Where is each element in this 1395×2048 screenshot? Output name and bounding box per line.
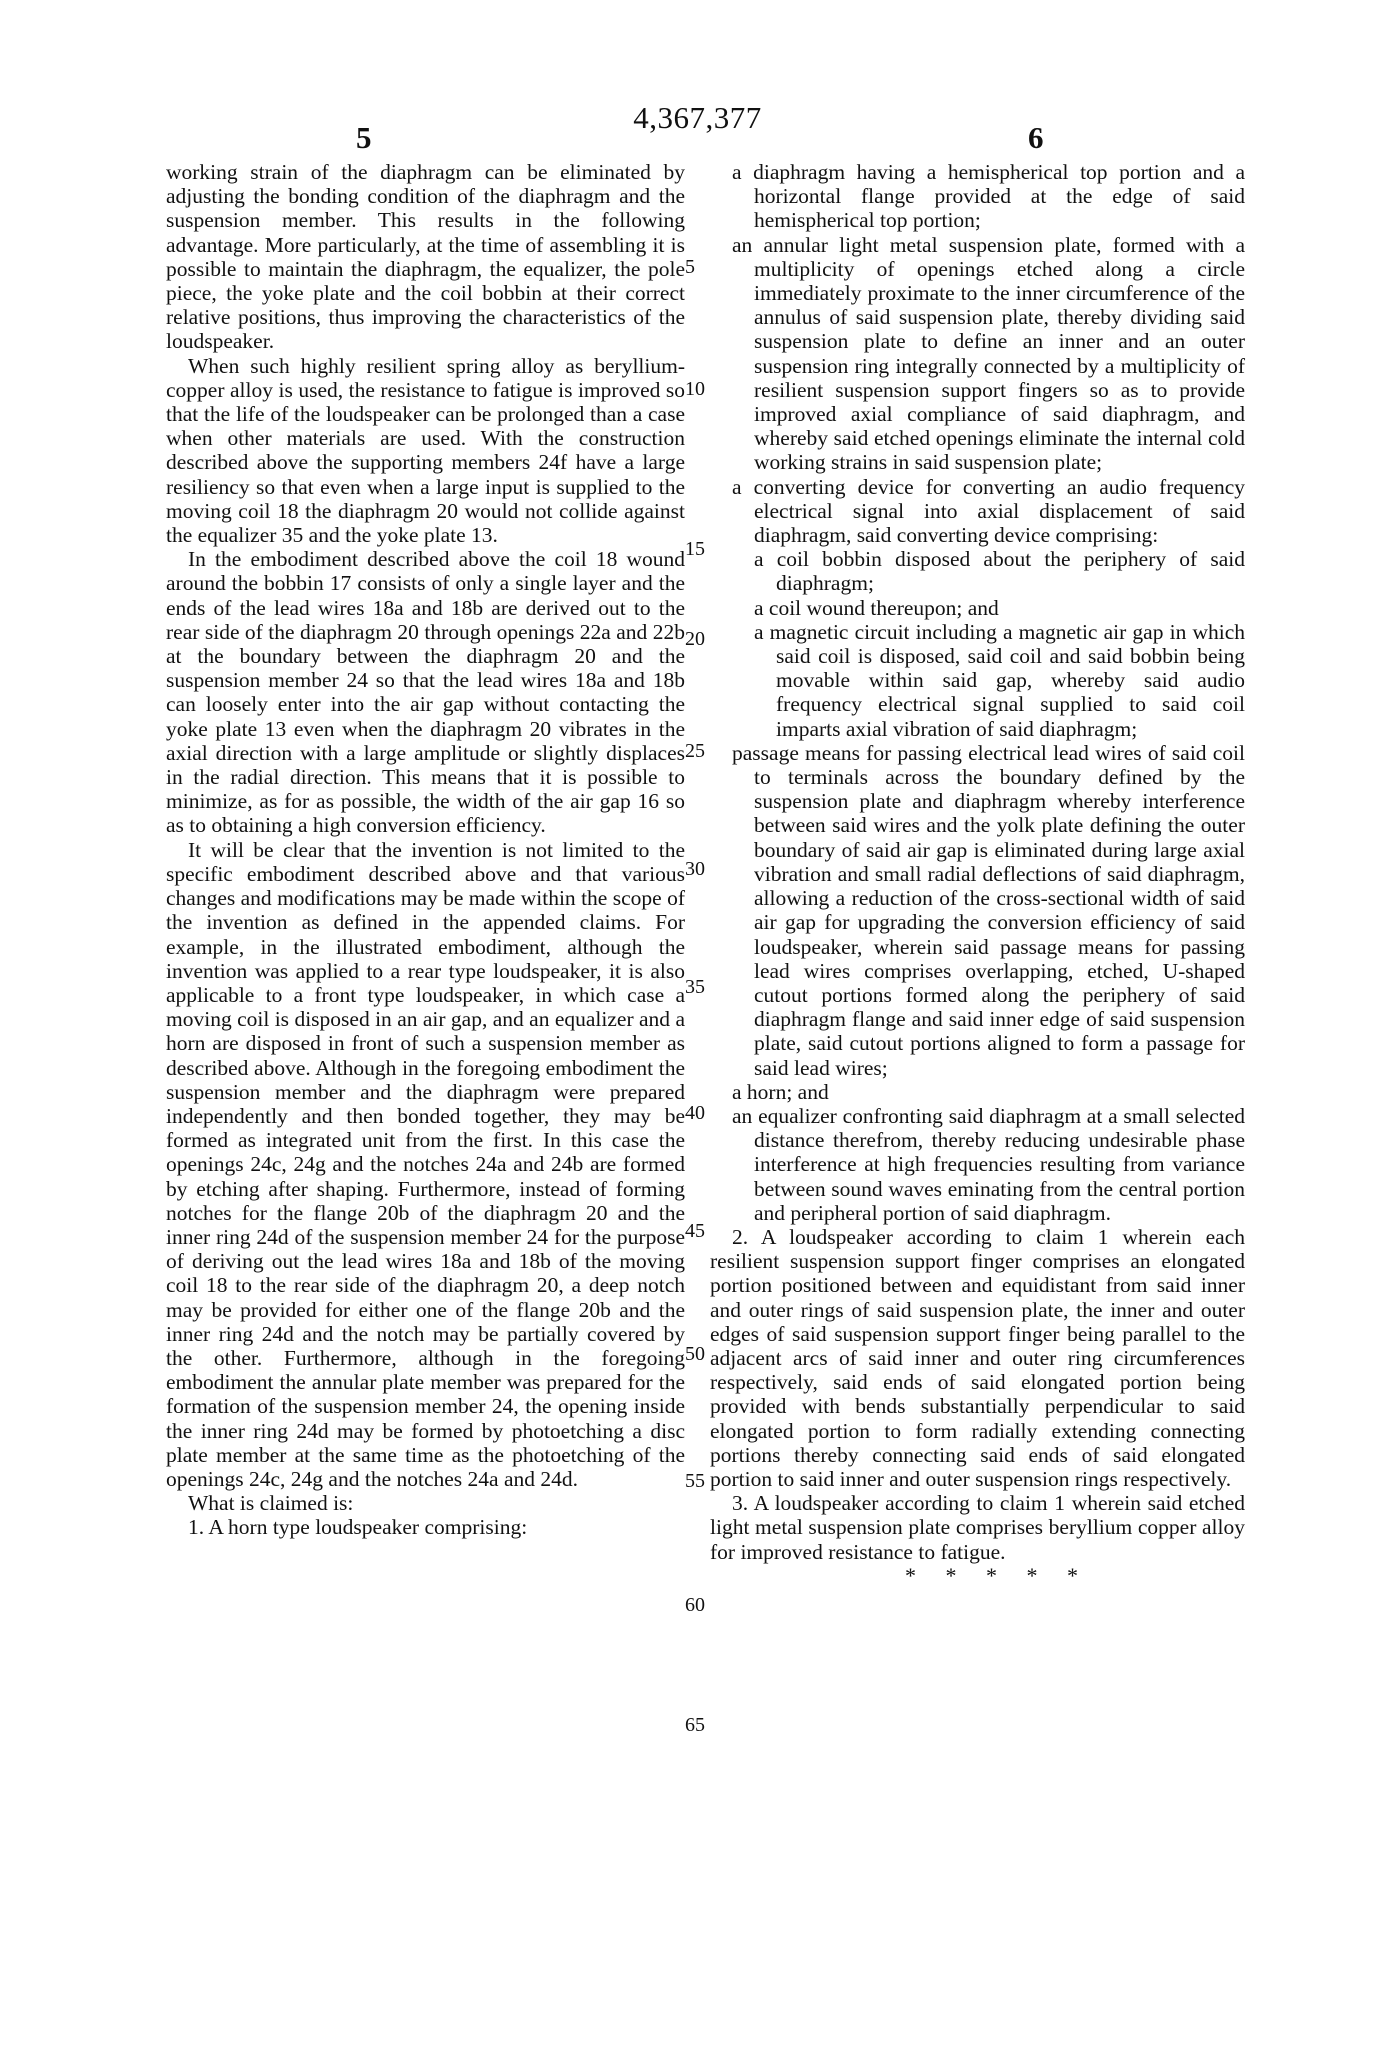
page-number-right: 6 bbox=[1028, 120, 1044, 155]
claim-subelement: a coil bobbin disposed about the periphery of said diaphragm; bbox=[754, 547, 1245, 596]
paragraph: working strain of the diaphragm can be eliminated by adjusting the bonding condition of the diaphragm and the suspension member. This results in the following advantage. More particularly, at the time of assembling it is possible to maintain the diaphragm, the equalizer, the pole piece, the yoke plate and the coil bobbin at their correct relative positions, thus improving the characteristics of the loudspeaker. bbox=[166, 160, 685, 354]
claim-element: passage means for passing electrical lead wires of said coil to terminals across the boundary defined by the suspension plate and diaphragm whereby interference between said wires and the yolk plate defining the outer boundary of said air gap is eliminated during large axial vibration and small radial deflections of said diaphragm, allowing a reduction of the cross-sectional width of said air gap for upgrading the conversion efficiency of said loudspeaker, wherein said passage means for passing lead wires comprises overlapping, etched, U-shaped cutout portions formed along the periphery of said diaphragm flange and said inner edge of said suspension plate, said cutout portions aligned to form a passage for said lead wires; bbox=[732, 740, 1245, 1080]
end-marks: * * * * * bbox=[905, 1562, 1090, 1588]
claim-subelement: a coil wound thereupon; and bbox=[754, 595, 999, 620]
line-number: 65 bbox=[685, 1714, 705, 1736]
claim-1-intro: 1. A horn type loudspeaker comprising: bbox=[188, 1515, 528, 1540]
claim-element: a converting device for converting an audio frequency electrical signal into axial displacement of said diaphragm, said converting device comprising: bbox=[732, 474, 1245, 548]
page-number-left: 5 bbox=[356, 120, 372, 155]
claim-element: an annular light metal suspension plate, formed with a multiplicity of openings etched along a circle immediately proximate to the inner circumference of the annulus of said suspension plate, thereby dividing said suspension plate to define an inner and an outer suspension ring integrally connected by a multiplicity of resilient suspension support fingers so as to provide improved axial compliance of said diaphragm, and whereby said etched openings eliminate the internal cold working strains in said suspension plate; bbox=[732, 232, 1245, 475]
line-number: 40 bbox=[685, 1102, 705, 1124]
line-number: 25 bbox=[685, 740, 705, 762]
claim-subelement: a magnetic circuit including a magnetic air gap in which said coil is disposed, said coil and said bobbin being movable within said gap, whereby said audio frequency electrical signal supplied to said coil imparts axial vibration of said diaphragm; bbox=[754, 619, 1245, 741]
line-number: 5 bbox=[685, 256, 695, 278]
line-number: 20 bbox=[685, 628, 705, 650]
patent-number: 4,367,377 bbox=[633, 100, 762, 135]
paragraph: In the embodiment described above the coil 18 wound around the bobbin 17 consists of only a single layer and the ends of the lead wires 18a and 18b are derived out to the rear side of the diaphragm 20 through openings 22a and 22b at the boundary between the diaphragm 20 and the suspension member 24 so that the lead wires 18a and 18b can loosely enter into the air gap without contacting the yoke plate 13 even when the diaphragm 20 vibrates in the axial direction with a large amplitude or slightly displaces in the radial direction. This means that it is possible to minimize, as for as possible, the width of the air gap 16 so as to obtaining a high conversion efficiency. bbox=[166, 547, 685, 838]
right-column bbox=[710, 160, 1245, 1588]
claims-heading: What is claimed is: bbox=[188, 1491, 354, 1516]
line-number: 60 bbox=[685, 1594, 705, 1616]
left-column bbox=[166, 160, 685, 1540]
line-number: 30 bbox=[685, 858, 705, 880]
line-number: 55 bbox=[685, 1470, 705, 1492]
line-number: 15 bbox=[685, 538, 705, 560]
claim-element: a diaphragm having a hemispherical top portion and a horizontal flange provided at the edge of said hemispherical top portion; bbox=[732, 160, 1245, 233]
claim-element: an equalizer confronting said diaphragm at a small selected distance therefrom, thereby reducing undesirable phase interference at high frequencies resulting from variance between sound waves eminating from the central portion and peripheral portion of said diaphragm. bbox=[732, 1103, 1245, 1225]
claim-2: 2. A loudspeaker according to claim 1 wherein each resilient suspension support finger comprises an elongated portion positioned between and equidistant from said inner and outer rings of said suspension plate, the inner and outer edges of said suspension support finger being parallel to the adjacent arcs of said inner and outer ring circumferences respectively, said ends of said elongated portion being provided with bends substantially perpendicular to said elongated portion to form radially extending connecting portions thereby connecting said ends of said elongated portion to said inner and outer suspension rings respectively. bbox=[710, 1224, 1245, 1491]
paragraph: It will be clear that the invention is not limited to the specific embodiment described above and that various changes and modifications may be made within the scope of the invention as defined in the appended claims. For example, in the illustrated embodiment, although the invention was applied to a rear type loudspeaker, it is also applicable to a front type loudspeaker, in which case a moving coil is disposed in an air gap, and an equalizer and a horn are disposed in front of such a suspension member as described above. Although in the foregoing embodiment the suspension member and the diaphragm were prepared independently and then bonded together, they may be formed as integrated unit from the first. In this case the openings 24c, 24g and the notches 24a and 24b are formed by etching after shaping. Furthermore, instead of forming notches for the flange 20b of the diaphragm 20 and the inner ring 24d of the suspension member 24 for the purpose of deriving out the lead wires 18a and 18b of the moving coil 18 to the rear side of the diaphragm 20, a deep notch may be provided for either one of the flange 20b and the inner ring 24d and the notch may be partially covered by the other. Furthermore, although in the foregoing embodiment the annular plate member was prepared for the formation of the suspension member 24, the opening inside the inner ring 24d may be formed by photoetching a disc plate member at the same time as the photoetching of the openings 24c, 24g and the notches 24a and 24d. bbox=[166, 837, 685, 1491]
line-number: 45 bbox=[685, 1220, 705, 1242]
line-number: 35 bbox=[685, 976, 705, 998]
line-number: 10 bbox=[685, 378, 705, 400]
claim-element: a horn; and bbox=[732, 1079, 829, 1104]
line-number: 50 bbox=[685, 1343, 705, 1365]
paragraph: When such highly resilient spring alloy as beryllium-copper alloy is used, the resistance to fatigue is improved so that the life of the loudspeaker can be prolonged than a case when other materials are used. With the construction described above the supporting members 24f have a large resiliency so that even when a large input is supplied to the moving coil 18 the diaphragm 20 would not collide against the equalizer 35 and the yoke plate 13. bbox=[166, 353, 685, 548]
claim-3: 3. A loudspeaker according to claim 1 wherein said etched light metal suspension plate comprises beryllium copper alloy for improved resistance to fatigue. bbox=[710, 1491, 1245, 1564]
